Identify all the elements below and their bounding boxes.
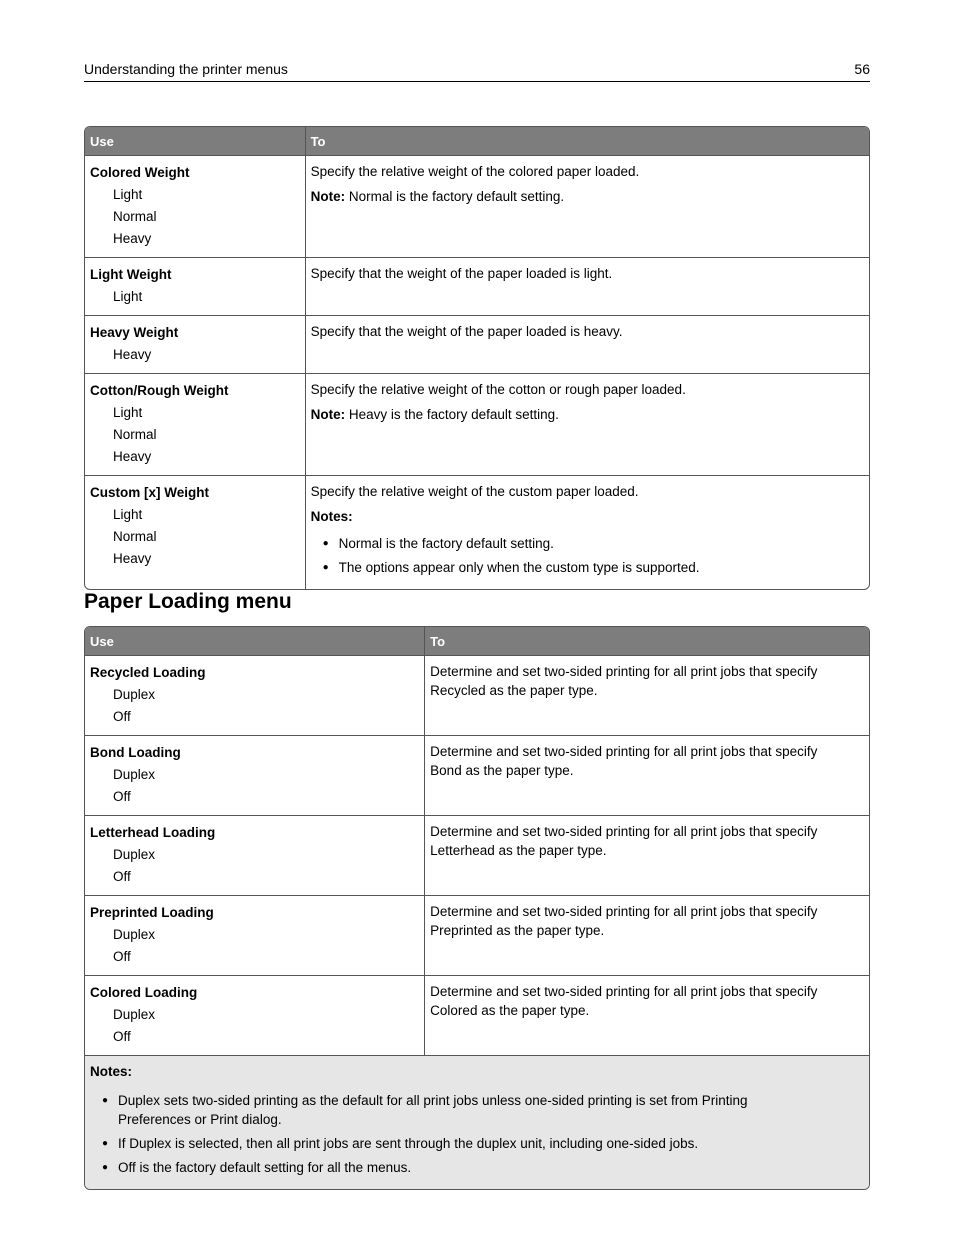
use-cell: [85, 316, 305, 374]
use-cell: [85, 736, 424, 816]
note-line: Off is the factory default setting for all the menus.: [118, 1160, 412, 1175]
description-line: Colored as the paper type.: [430, 1003, 590, 1018]
description-cell: [305, 156, 869, 258]
notes-label: Notes:: [90, 1064, 133, 1079]
setting-option: Heavy: [113, 347, 152, 362]
setting-option: Heavy: [113, 551, 152, 566]
list-item: [90, 1134, 864, 1153]
setting-option: Off: [113, 709, 131, 724]
note-body: Normal is the factory default setting.: [345, 189, 565, 204]
table-row: [85, 374, 869, 476]
description-line: Determine and set two-sided printing for all print jobs that specify: [430, 824, 818, 839]
setting-option: Duplex: [113, 767, 156, 782]
note-line: ● Duplex sets two-sided printing as the default for all print jobs unless one-sided printing is set from Printing: [118, 1093, 748, 1108]
setting-option: Light: [113, 289, 143, 304]
table-row: [85, 476, 869, 589]
note-line: Preferences or Print dialog.: [118, 1112, 282, 1127]
description-line: Bond as the paper type.: [430, 763, 574, 778]
setting-name: Cotton/Rough Weight: [90, 383, 229, 398]
use-cell: [85, 258, 305, 316]
setting-option: Off: [113, 949, 131, 964]
column-header-use: Use: [85, 127, 305, 156]
use-cell: [85, 896, 424, 976]
setting-option: Normal: [113, 529, 157, 544]
description-line: Recycled as the paper type.: [430, 683, 598, 698]
notes-list: [90, 1091, 864, 1177]
notes-label: Notes:: [310, 509, 353, 524]
weight-menu-table: [84, 126, 870, 590]
setting-option: Light: [113, 507, 143, 522]
note-text: [311, 187, 864, 206]
note-label: Note:: [310, 407, 346, 422]
description-cell: [305, 374, 869, 476]
setting-option: Off: [113, 789, 131, 804]
description-line: Preprinted as the paper type.: [430, 923, 605, 938]
table-row: [85, 896, 869, 976]
note-text: [311, 405, 864, 424]
setting-name: Preprinted Loading: [90, 905, 214, 920]
description-line: Determine and set two-sided printing for all print jobs that specify: [430, 984, 818, 999]
table-row: [85, 816, 869, 896]
list-item: [90, 1091, 864, 1129]
description-text: Specify the relative weight of the custom paper loaded.: [310, 484, 639, 499]
setting-option: Off: [113, 1029, 131, 1044]
setting-name: Colored Loading: [90, 985, 198, 1000]
setting-name: Bond Loading: [90, 745, 181, 760]
table-header-row: [85, 127, 869, 156]
description-cell: [424, 816, 869, 896]
table-row: [85, 976, 869, 1056]
description-line: Determine and set two-sided printing for all print jobs that specify: [430, 744, 818, 759]
column-header-use: Use: [85, 627, 424, 656]
setting-option: Duplex: [113, 1007, 156, 1022]
setting-option: Duplex: [113, 847, 156, 862]
setting-option: Normal: [113, 427, 157, 442]
list-item: [90, 1158, 864, 1177]
column-header-to: To: [305, 127, 869, 156]
setting-name: Light Weight: [90, 267, 172, 282]
note-line: If Duplex is selected, then all print jobs are sent through the duplex unit, including one-sided jobs.: [118, 1136, 699, 1151]
table-row: [85, 156, 869, 258]
list-item: ● The options appear only when the custom type is supported.: [311, 558, 864, 577]
description-text: Specify that the weight of the paper loaded is light.: [310, 266, 613, 281]
use-cell: [85, 476, 305, 589]
table-row: [85, 258, 869, 316]
setting-name: Letterhead Loading: [90, 825, 216, 840]
page-header: [84, 59, 870, 82]
table-row: [85, 736, 869, 816]
use-cell: [85, 374, 305, 476]
note-body: Heavy is the factory default setting.: [345, 407, 559, 422]
table-row: [85, 656, 869, 736]
use-cell: [85, 816, 424, 896]
description-cell: [305, 258, 869, 316]
table-row: [85, 316, 869, 374]
list-item: ● Normal is the factory default setting.: [311, 534, 864, 553]
use-cell: [85, 976, 424, 1056]
description-cell: [305, 316, 869, 374]
notes-list: [311, 534, 864, 577]
column-header-to: To: [424, 627, 869, 656]
description-text: Specify that the weight of the paper loaded is heavy.: [310, 324, 623, 339]
setting-option: Light: [113, 187, 143, 202]
setting-option: Normal: [113, 209, 157, 224]
setting-option: Duplex: [113, 927, 156, 942]
setting-option: Light: [113, 405, 143, 420]
setting-name: Colored Weight: [90, 165, 190, 180]
setting-name: Custom [x] Weight: [90, 485, 209, 500]
description-text: Specify the relative weight of the colored paper loaded.: [310, 164, 640, 179]
description-cell: [305, 476, 869, 589]
description-text: Specify the relative weight of the cotton or rough paper loaded.: [310, 382, 686, 397]
table-header-row: [85, 627, 869, 656]
notes-row: [85, 1056, 869, 1189]
description-line: Determine and set two-sided printing for all print jobs that specify: [430, 904, 818, 919]
description-cell: [424, 976, 869, 1056]
section-heading: Paper Loading menu: [84, 590, 292, 613]
description-line: Determine and set two-sided printing for all print jobs that specify: [430, 664, 818, 679]
setting-name: Heavy Weight: [90, 325, 179, 340]
setting-option: Off: [113, 869, 131, 884]
description-cell: [424, 736, 869, 816]
notes-cell: [85, 1056, 869, 1189]
setting-option: Heavy: [113, 449, 152, 464]
description-cell: [424, 656, 869, 736]
page-number: 56: [854, 61, 870, 77]
use-cell: [85, 656, 424, 736]
paper-loading-table: [84, 626, 870, 1190]
note-label: Note:: [310, 189, 346, 204]
description-cell: [424, 896, 869, 976]
setting-option: Duplex: [113, 687, 156, 702]
setting-name: Recycled Loading: [90, 665, 206, 680]
setting-option: Heavy: [113, 231, 152, 246]
header-title: Understanding the printer menus: [84, 61, 288, 77]
use-cell: [85, 156, 305, 258]
description-line: Letterhead as the paper type.: [430, 843, 607, 858]
